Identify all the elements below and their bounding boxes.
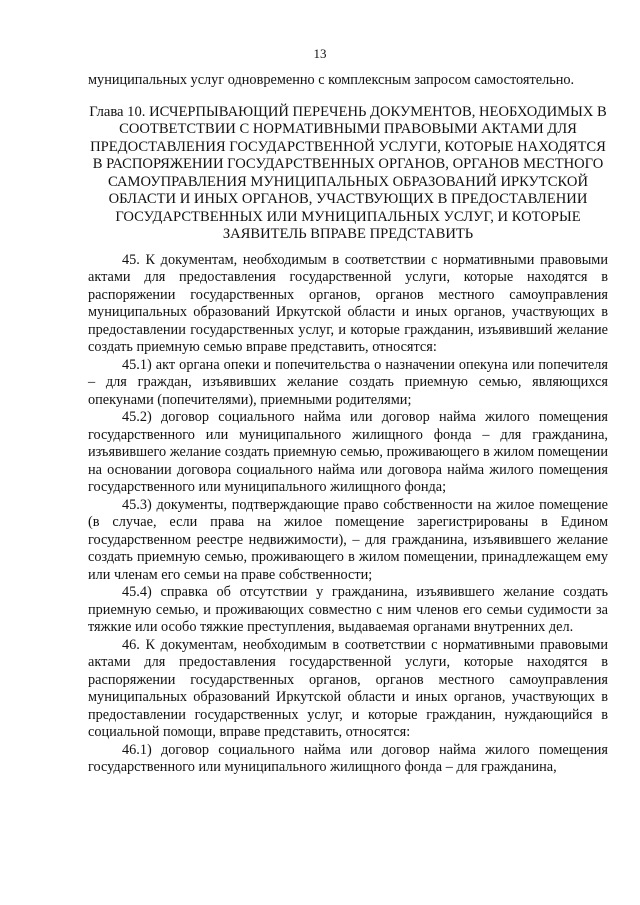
paragraph-45-1: 45.1) акт органа опеки и попечительства о назначении опекуна или попечителя – для граждан, изъявивших желание создать приемную семью, являющихся опекунами (попечителями), приемными родителями;	[88, 356, 608, 408]
paragraph-45-2: 45.2) договор социального найма или договор найма жилого помещения государственного или муниципального жилищного фонда – для гражданина, изъявившего желание создать приемную семью, проживающего в жилом помещении на основании договора социального найма или договора найма жилого помещения государственного или муниципального жилищного фонда;	[88, 409, 608, 495]
paragraph-45-3: 45.3) документы, подтверждающие право собственности на жилое помещение (в случае, если права на жилое помещение зарегистрированы в Едином государственном реестре недвижимости), – для гражданина, изъявившего желание создать приемную семью, проживающего в жилом помещении, принадлежащем ему или членам его семьи на праве собственности;	[88, 496, 608, 583]
paragraph-46-1: 46.1) договор социального найма или договор найма жилого помещения государственного или муниципального жилищного фонда – для гражданина,	[88, 741, 608, 775]
document-body	[88, 72, 608, 777]
lead-text: муниципальных услуг одновременно с комплексным запросом самостоятельно.	[88, 72, 575, 88]
paragraph-45-4: 45.4) справка об отсутствии у гражданина, изъявившего желание создать приемную семью, и проживающих совместно с ним членов его семьи судимости за тяжкие или особо тяжкие преступления, выдаваемая органами внутренних дел.	[88, 584, 608, 635]
chapter-heading: Глава 10. ИСЧЕРПЫВАЮЩИЙ ПЕРЕЧЕНЬ ДОКУМЕНТОВ, НЕОБХОДИМЫХ В СООТВЕТСТВИИ С НОРМАТИВНЫМИ ПРАВОВЫМИ АКТАМИ ДЛЯ ПРЕДОСТАВЛЕНИЯ ГОСУДАРСТВЕННОЙ УСЛУГИ, КОТОРЫЕ НАХОДЯТСЯ В РАСПОРЯЖЕНИИ ГОСУДАРСТВЕННЫХ ОРГАНОВ, ОРГАНОВ МЕСТНОГО САМОУПРАВЛЕНИЯ МУНИЦИПАЛЬНЫХ ОБРАЗОВАНИЙ ИРКУТСКОЙ ОБЛАСТИ И ИНЫХ ОРГАНОВ, УЧАСТВУЮЩИХ В ПРЕДОСТАВЛЕНИИ ГОСУДАРСТВЕННЫХ ИЛИ МУНИЦИПАЛЬНЫХ УСЛУГ, И КОТОРЫЕ ЗАЯВИТЕЛЬ ВПРАВЕ ПРЕДСТАВИТЬ	[89, 103, 607, 242]
paragraph-46: 46. К документам, необходимым в соответствии с нормативными правовыми актами для предоставления государственной услуги, которые находятся в распоряжении государственных органов, органов местного самоуправления муниципальных образований Иркутской области и иных органов, участвующих в предоставлении государственных услуг, и которые гражданин, нуждающийся в социальной помощи, вправе представить, относятся:	[88, 636, 608, 740]
page-number: 13	[313, 46, 327, 61]
paragraph-45: 45. К документам, необходимым в соответствии с нормативными правовыми актами для предоставления государственной услуги, которые находятся в распоряжении государственных органов, органов местного самоуправления муниципальных образований Иркутской области и иных органов, участвующих в предоставлении государственных услуг, и которые гражданин, изъявивший желание создать приемную семью вправе представить, относятся:	[88, 251, 608, 355]
